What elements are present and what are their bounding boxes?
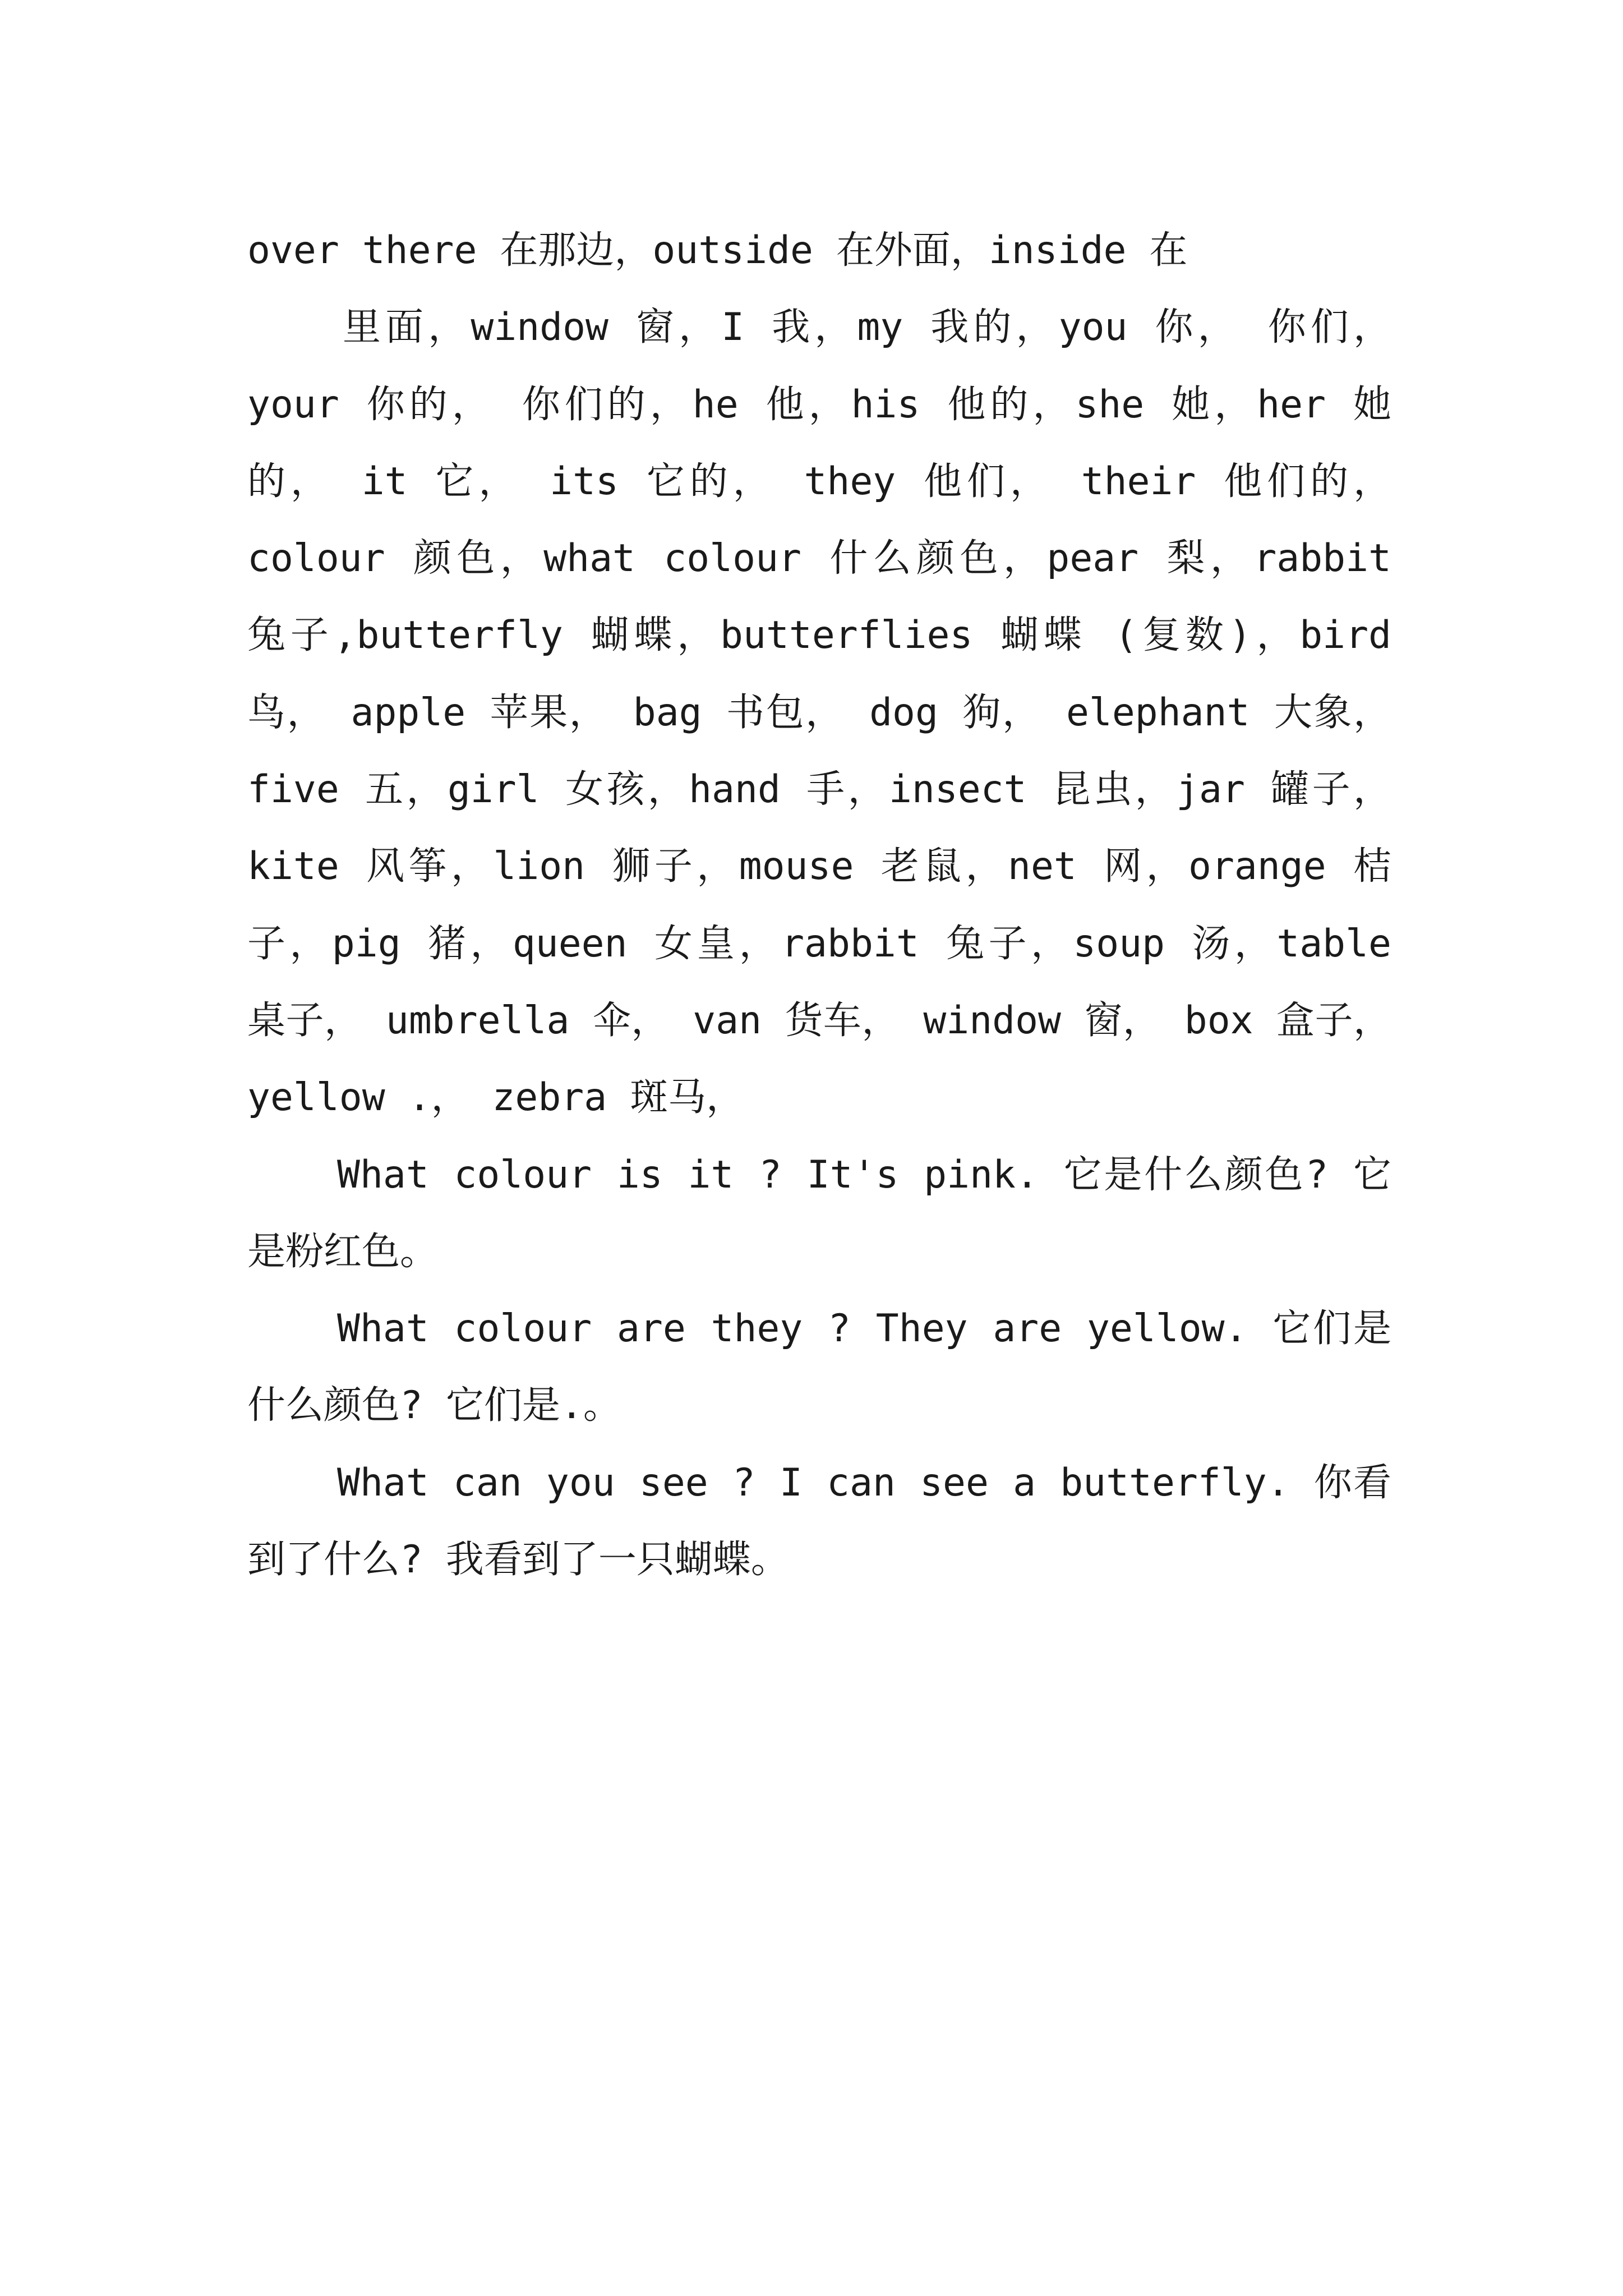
- text-line: What colour are they ? They are yellow. 它们是: [337, 1306, 1391, 1351]
- text-line: your 你的， 你们的，he 他，his 他的，she 她，her 她: [247, 382, 1391, 427]
- text-line: What colour is it ? It's pink. 它是什么颜色? 它: [337, 1152, 1391, 1197]
- text-line: five 五，girl 女孩，hand 手，insect 昆虫，jar 罐子，: [247, 767, 1391, 812]
- text-line: What can you see ? I can see a butterfly. 你看: [337, 1460, 1391, 1505]
- text-line: 桌子， umbrella 伞， van 货车， window 窗， box 盒子，: [247, 998, 1391, 1043]
- text-line: kite 风筝，lion 狮子，mouse 老鼠，net 网，orange 桔: [247, 844, 1391, 889]
- text-line: yellow .， zebra 斑马，: [247, 1075, 745, 1120]
- text-line: colour 颜色，what colour 什么颜色，pear 梨，rabbit: [247, 536, 1391, 581]
- text-line: 兔子,butterfly 蝴蝶，butterflies 蝴蝶 (复数)，bird: [247, 613, 1391, 658]
- document-body: [247, 212, 1391, 1598]
- text-line: 什么颜色? 它们是.。: [247, 1383, 621, 1428]
- text-line: over there 在那边，outside 在外面，inside 在: [247, 228, 1188, 273]
- text-line: 到了什么? 我看到了一只蝴蝶。: [247, 1538, 789, 1582]
- text-line: 的， it 它， its 它的， they 他们， their 他们的，: [247, 459, 1391, 504]
- text-line: 是粉红色。: [247, 1229, 439, 1274]
- text-line: 鸟， apple 苹果， bag 书包， dog 狗， elephant 大象，: [247, 690, 1391, 735]
- text-line: 里面，window 窗，I 我，my 我的，you 你， 你们，: [343, 305, 1391, 350]
- text-line: 子，pig 猪，queen 女皇，rabbit 兔子，soup 汤，table: [247, 921, 1391, 966]
